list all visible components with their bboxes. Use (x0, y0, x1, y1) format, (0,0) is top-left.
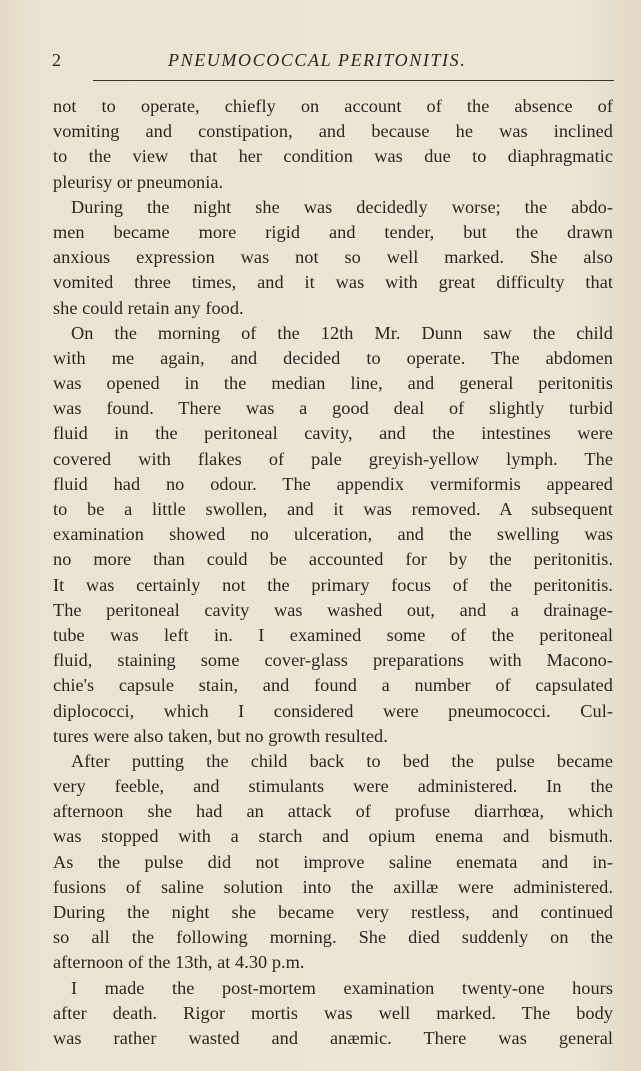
text-line: was stopped with a starch and opium enema and bismuth. (53, 826, 613, 847)
text-line: anxious expression was not so well marked. She also (53, 247, 613, 268)
text-line: On the morning of the 12th Mr. Dunn saw the child (71, 322, 613, 343)
text-line: after death. Rigor mortis was well marked. The body (53, 1002, 613, 1023)
text-line: I made the post-mortem examination twenty-one hours (71, 977, 613, 998)
text-line: fluid in the peritoneal cavity, and the intestines were (53, 423, 613, 444)
text-line: vomiting and constipation, and because he was inclined (53, 121, 613, 142)
text-line: no more than could be accounted for by the peritonitis. (53, 549, 613, 570)
text-line: to be a little swollen, and it was removed. A subsequent (53, 499, 613, 519)
text-line: she could retain any food. (53, 297, 244, 318)
text-line: covered with flakes of pale greyish-yellow lymph. The (53, 448, 613, 469)
text-line: fluid, staining some cover-glass preparations with Macono- (53, 650, 613, 671)
text-line: During the night she became very restless, and continued (53, 902, 613, 922)
text-line: After putting the child back to bed the pulse became (71, 750, 613, 771)
text-line: tures were also taken, but no growth resulted. (53, 725, 388, 746)
text-line: pleurisy or pneumonia. (53, 171, 224, 192)
page-header (52, 50, 612, 74)
text-line: was rather wasted and anæmic. There was general (53, 1027, 613, 1048)
body-text (53, 94, 613, 1051)
text-line: examination showed no ulceration, and the swelling was (53, 524, 613, 545)
text-line: not to operate, chiefly on account of the absence of (53, 96, 613, 116)
text-line: men became more rigid and tender, but the drawn (53, 221, 613, 242)
text-line: with me again, and decided to operate. The abdomen (53, 347, 613, 368)
text-line: to the view that her condition was due to diaphragmatic (53, 146, 613, 167)
header-rule (93, 80, 614, 81)
running-title: PNEUMOCOCCAL PERITONITIS. (168, 50, 467, 70)
text-line: As the pulse did not improve saline enemata and in- (53, 851, 613, 872)
page-number: 2 (52, 50, 62, 70)
text-line: was found. There was a good deal of slightly turbid (53, 398, 613, 419)
text-line: very feeble, and stimulants were administered. In the (53, 776, 613, 797)
text-line: fluid had no odour. The appendix vermiformis appeared (53, 473, 613, 494)
text-line: vomited three times, and it was with great difficulty that (53, 272, 613, 293)
text-line: afternoon of the 13th, at 4.30 p.m. (53, 952, 305, 973)
text-line: chie's capsule stain, and found a number of capsulated (53, 675, 613, 696)
text-line: tube was left in. I examined some of the peritoneal (53, 624, 613, 645)
text-line: During the night she was decidedly worse; the abdo- (71, 196, 613, 217)
text-line: so all the following morning. She died suddenly on the (53, 927, 613, 948)
text-line: fusions of saline solution into the axillæ were administered. (53, 876, 613, 897)
text-line: It was certainly not the primary focus of the peritonitis. (53, 574, 613, 595)
text-line: The peritoneal cavity was washed out, and a drainage- (53, 599, 613, 620)
text-line: afternoon she had an attack of profuse diarrhœa, which (53, 801, 613, 822)
text-line: diplococci, which I considered were pneumococci. Cul- (53, 700, 613, 721)
text-line: was opened in the median line, and general peritonitis (53, 373, 613, 394)
